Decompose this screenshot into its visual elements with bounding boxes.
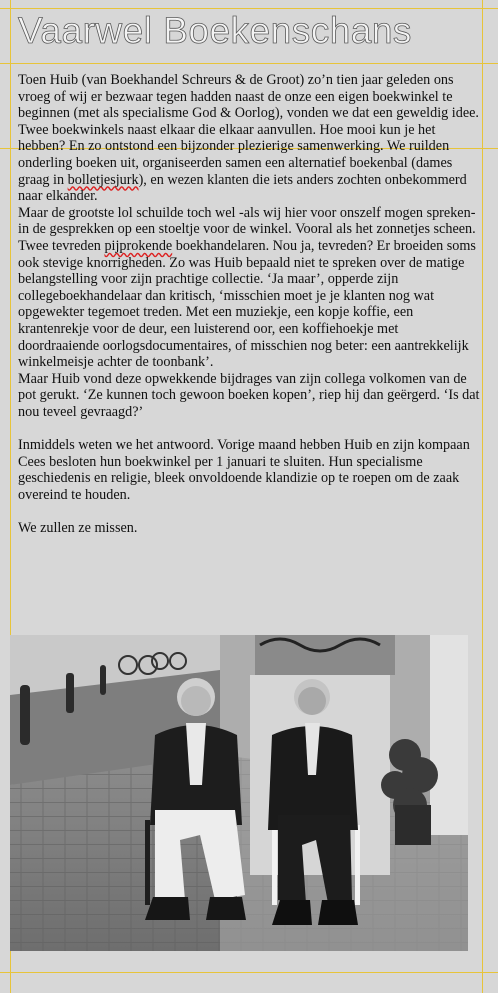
paragraph[interactable]: Toen Huib (van Boekhandel Schreurs & de Groot) zo’n tien jaar geleden ons vroeg of wij er bezwaar tegen hadden naast de onze een eigen boekwinkel te beginnen (met als specialisme God & Oorlog), vonden we dat een geweldig idee. Twee boekwinkels naast elkaar die elkaar aanvullen. Hoe mooi kun je het hebben? En zo ontstond een bijzonder plezierige samenwerking. We ruilden onderling boeken uit, organiseerden samen een alternatief boekenbal (dames graag in bolletjesjurk), en wezen klanten die iets anders zochten onbekommerd naar elkander.: [18, 72, 479, 205]
article-body[interactable]: [18, 72, 480, 537]
layout-guide: [0, 972, 498, 973]
misspelled-word[interactable]: bolletjesjurk: [67, 171, 139, 188]
paragraph[interactable]: Maar Huib vond deze opwekkende bijdrages van zijn collega volkomen van de pot gerukt. ‘Ze kunnen toch gewoon boeken kopen’, riep hij dan geërgerd. ‘Is dat nou teveel gevraagd?’: [18, 370, 480, 420]
paragraph[interactable]: We zullen ze missen.: [18, 520, 138, 537]
paragraph[interactable]: Inmiddels weten we het antwoord. Vorige maand hebben Huib en zijn kompaan Cees besloten hun boekwinkel per 1 januari te sluiten. Hun specialisme geschiedenis en religie, bleek onvoldoende klandizie op te roepen om de zaak overeind te houden.: [18, 437, 470, 503]
misspelled-word[interactable]: pijprokende: [104, 237, 173, 254]
layout-guide: [0, 63, 498, 64]
article-title[interactable]: Vaarwel Boekenschans: [18, 10, 412, 51]
layout-guide: [0, 8, 498, 9]
photo-two-booksellers-image: [10, 635, 468, 951]
article-photo[interactable]: [10, 635, 468, 951]
paragraph[interactable]: Maar de grootste lol schuilde toch wel -als wij hier voor onszelf mogen spreken- in de gesprekken op een stoeltje voor de winkel. Vooral als het zonnetjes scheen. Twee tevreden pijprokende boekhandelaren. Nou ja, tevreden? Er broeiden soms ook stevige knorrigheden. Zo was Huib bepaald niet te spreken over de matige belangstelling voor zijn prachtige collectie. ‘Ja maar’, opperde zijn collegeboekhandelaar dan kritisch, ‘misschien moet je je klanten nog wat opgewekter tegemoet treden. Met een muziekje, een kopje koffie, een krantenrekje voor de deur, een luisterend oor, een koffiehoekje met doordraaiende oorlogsdocumentaires, of misschien nog beter: een aantrekkelijk winkelmeisje achter de toonbank’.: [18, 204, 476, 371]
